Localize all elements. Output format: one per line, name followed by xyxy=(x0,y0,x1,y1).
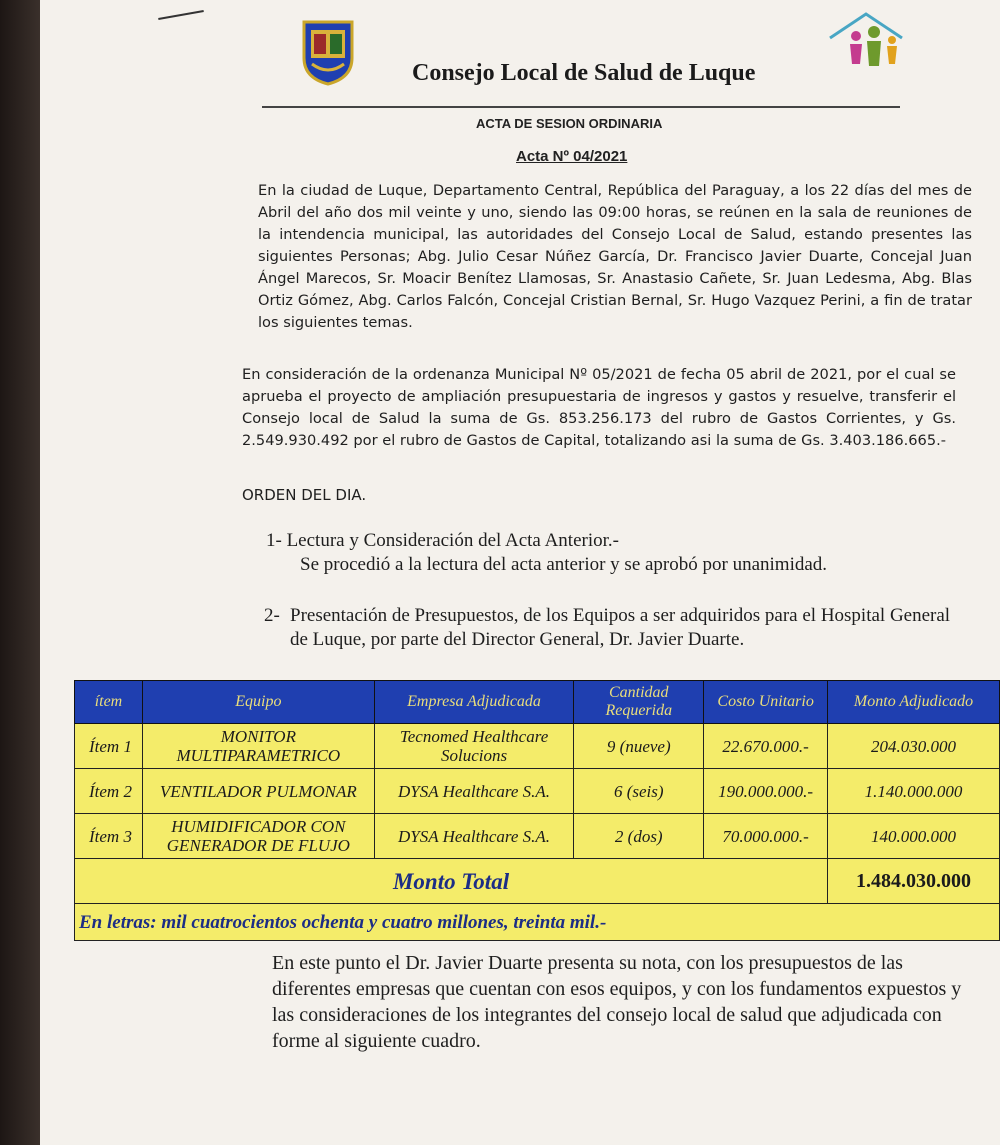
cell-equipo: VENTILADOR PULMONAR xyxy=(142,769,374,814)
acta-title: ACTA DE SESION ORDINARIA xyxy=(476,116,663,131)
ordinance-paragraph: En consideración de la ordenanza Municipal Nº 05/2021 de fecha 05 abril de 2021, por el cual se aprueba el proyecto de ampliación presupuestaria de ingresos y gastos y resuelve, transferir el Consejo local de Salud la suma de Gs. 853.256.173 del rubro de Gastos Corrientes, y Gs. 2.549.930.492 por el rubro de Gastos de Capital, totalizando asi la suma de Gs. 3.403.186.665.- xyxy=(242,366,956,449)
municipal-seal-icon xyxy=(300,18,356,86)
cell-monto: 140.000.000 xyxy=(828,814,1000,859)
cell-monto: 1.140.000.000 xyxy=(828,769,1000,814)
agenda-item-2 xyxy=(264,604,964,652)
cell-item: Ítem 1 xyxy=(75,724,143,769)
desk-edge xyxy=(0,0,40,1145)
header-divider xyxy=(262,106,900,108)
cell-item: Ítem 3 xyxy=(75,814,143,859)
column-header-equipo: Equipo xyxy=(142,681,374,724)
cell-cantidad: 2 (dos) xyxy=(574,814,704,859)
closing-paragraph: En este punto el Dr. Javier Duarte presenta su nota, con los presupuestos de las diferentes empresas que cuentan con esos equipos, y con los fundamentos expuestos y las consideraciones de los integrantes del consejo local de salud que adjudicada con forme al siguiente cuadro. xyxy=(272,952,962,1052)
agenda-item-title: 1- Lectura y Consideración del Acta Anterior.- xyxy=(266,530,619,551)
cell-empresa: DYSA Healthcare S.A. xyxy=(374,769,574,814)
cell-cantidad: 9 (nueve) xyxy=(574,724,704,769)
table-row xyxy=(75,814,1000,859)
table-row xyxy=(75,769,1000,814)
column-header-monto: Monto Adjudicado xyxy=(828,681,1000,724)
cell-costo: 70.000.000.- xyxy=(704,814,828,859)
amount-in-words: En letras: mil cuatrocientos ochenta y cuatro millones, treinta mil.- xyxy=(75,904,1000,941)
agenda-heading: ORDEN DEL DIA. xyxy=(242,486,367,504)
agenda-item-number: 2- xyxy=(264,605,280,626)
cell-cantidad: 6 (seis) xyxy=(574,769,704,814)
cell-equipo: HUMIDIFICADOR CON GENERADOR DE FLUJO xyxy=(142,814,374,859)
cell-item: Ítem 2 xyxy=(75,769,143,814)
table-header-row xyxy=(75,681,1000,724)
total-value: 1.484.030.000 xyxy=(828,859,1000,904)
total-row xyxy=(75,859,1000,904)
table-row xyxy=(75,724,1000,769)
amount-in-words-row xyxy=(75,904,1000,941)
agenda-item-detail: Se procedió a la lectura del acta anterior y se aprobó por unanimidad. xyxy=(300,554,828,575)
cell-monto: 204.030.000 xyxy=(828,724,1000,769)
opening-paragraph: En la ciudad de Luque, Departamento Central, República del Paraguay, a los 22 días del mes de Abril del año dos mil veinte y uno, siendo las 09:00 horas, se reúnen en la sala de reuniones de la intendencia municipal, las autoridades del Consejo Local de Salud, estando presentes las siguientes Personas; Abg. Julio Cesar Núñez García, Dr. Francisco Javier Duarte, Concejal Juan Ángel Marecos, Sr. Moacir Benítez Llamosas, Sr. Anastasio Cañete, Sr. Juan Ledesma, Abg. Blas Ortiz Gómez, Abg. Carlos Falcón, Concejal Cristian Bernal, Sr. Hugo Vazquez Perini, a fin de tratar los siguientes temas. xyxy=(258,182,972,331)
cell-equipo: MONITOR MULTIPARAMETRICO xyxy=(142,724,374,769)
column-header-item: ítem xyxy=(75,681,143,724)
hospital-logo-icon xyxy=(826,10,918,82)
budget-table xyxy=(74,680,1000,941)
cell-empresa: DYSA Healthcare S.A. xyxy=(374,814,574,859)
agenda-item-1 xyxy=(266,529,946,577)
column-header-cantidad: Cantidad Requerida xyxy=(574,681,704,724)
organization-title: Consejo Local de Salud de Luque xyxy=(412,60,756,86)
cell-empresa: Tecnomed Healthcare Solucions xyxy=(374,724,574,769)
cell-costo: 22.670.000.- xyxy=(704,724,828,769)
agenda-item-title: Presentación de Presupuestos, de los Equipos a ser adquiridos para el Hospital General de Luque, por parte del Director General, Dr. Javier Duarte. xyxy=(290,605,951,650)
column-header-empresa: Empresa Adjudicada xyxy=(374,681,574,724)
cell-costo: 190.000.000.- xyxy=(704,769,828,814)
total-label: Monto Total xyxy=(75,859,828,904)
column-header-costo: Costo Unitario xyxy=(704,681,828,724)
acta-number: Acta Nº 04/2021 xyxy=(516,148,628,165)
